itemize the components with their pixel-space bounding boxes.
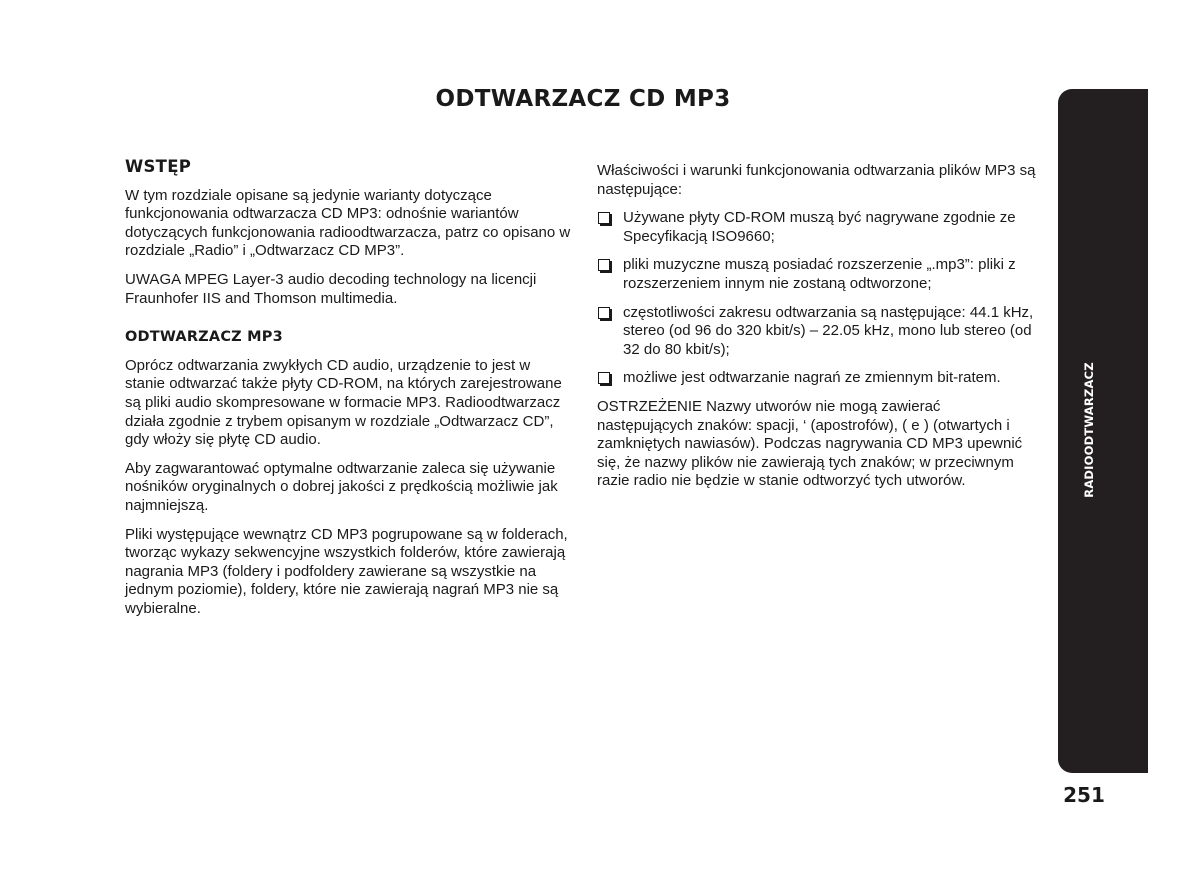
body-paragraph: Pliki występujące wewnątrz CD MP3 pogrupowane są w folderach, tworząc wykazy sekwencyjne wszystkich folderów, które zawierają nagrania MP3 (foldery i podfoldery zawierane są wszystkie na jednym poziomie), foldery, które nie zawierają nagrań MP3 nie są wybieralne. [125,525,568,617]
page-title: ODTWARZACZ CD MP3 [435,86,731,112]
list-item-text: możliwe jest odtwarzanie nagrań ze zmiennym bit-ratem. [623,369,1001,387]
body-paragraph: Oprócz odtwarzania zwykłych CD audio, urządzenie to jest w stanie odtwarzać także płyty CD-ROM, na których zarejestrowane są pliki audio skompresowane w formacie MP3. Radioodtwarzacz działa zgodnie z trybem opisanym w rozdziale „Odtwarzacz CD”, gdy włoży się płytę CD audio. [125,356,562,449]
checkbox-bullet-icon [598,259,610,271]
license-note-paragraph: UWAGA MPEG Layer-3 audio decoding technology na licencji Fraunhofer IIS and Thomson multimedia. [125,270,537,307]
list-item-text: pliki muzyczne muszą posiadać rozszerzenie „.mp3”: pliki z rozszerzeniem innym nie zostaną odtworzone; [623,256,1016,292]
properties-list [597,209,1039,388]
chapter-side-tab [1058,89,1148,773]
page-number: 251 [1063,783,1105,807]
checkbox-bullet-icon [598,212,610,224]
subheading-mp3-player: ODTWARZACZ MP3 [125,329,283,346]
section-heading-intro: WSTĘP [125,157,192,176]
chapter-label-text: RADIOODTWARZACZ [1082,362,1096,498]
intro-paragraph: W tym rozdziale opisane są jedynie warianty dotyczące funkcjonowania odtwarzacza CD MP3: odnośnie wariantów dotyczących funkcjonowania radioodtwarzacza, patrz co opisano w rozdziale „Radio” i „Odtwarzacz CD MP3”. [125,186,571,260]
list-item-text: Używane płyty CD-ROM muszą być nagrywane zgodnie ze Specyfikacją ISO9660; [623,209,1016,245]
list-item [597,304,1039,360]
warning-paragraph: OSTRZEŻENIE Nazwy utworów nie mogą zawierać następujących znaków: spacji, ‘ (apostrofów), ( e ) (otwartych i zamkniętych nawiasów). Podczas nagrywania CD MP3 upewnić się, że nazwy plików nie zawierają tych znaków; w przeciwnym razie radio nie będzie w stanie odtworzyć tych utworów. [597,397,1023,490]
list-item [597,209,1039,246]
properties-intro: Właściwości i warunki funkcjonowania odtwarzania plików MP3 są następujące: [597,162,1036,198]
checkbox-bullet-icon [598,307,610,319]
list-item-text: częstotliwości zakresu odtwarzania są następujące: 44.1 kHz, stereo (od 96 do 320 kbit/s) – 22.05 kHz, mono lub stereo (od 32 do 80 kbit/s); [623,303,1034,358]
left-column [125,158,573,628]
body-paragraph: Aby zagwarantować optymalne odtwarzanie zaleca się używanie nośników oryginalnych o dobrej jakości z prędkością możliwie jak najmniejszą. [125,459,558,514]
list-item [597,256,1039,293]
list-item [597,369,1039,388]
right-column [597,162,1039,501]
checkbox-bullet-icon [598,372,610,384]
